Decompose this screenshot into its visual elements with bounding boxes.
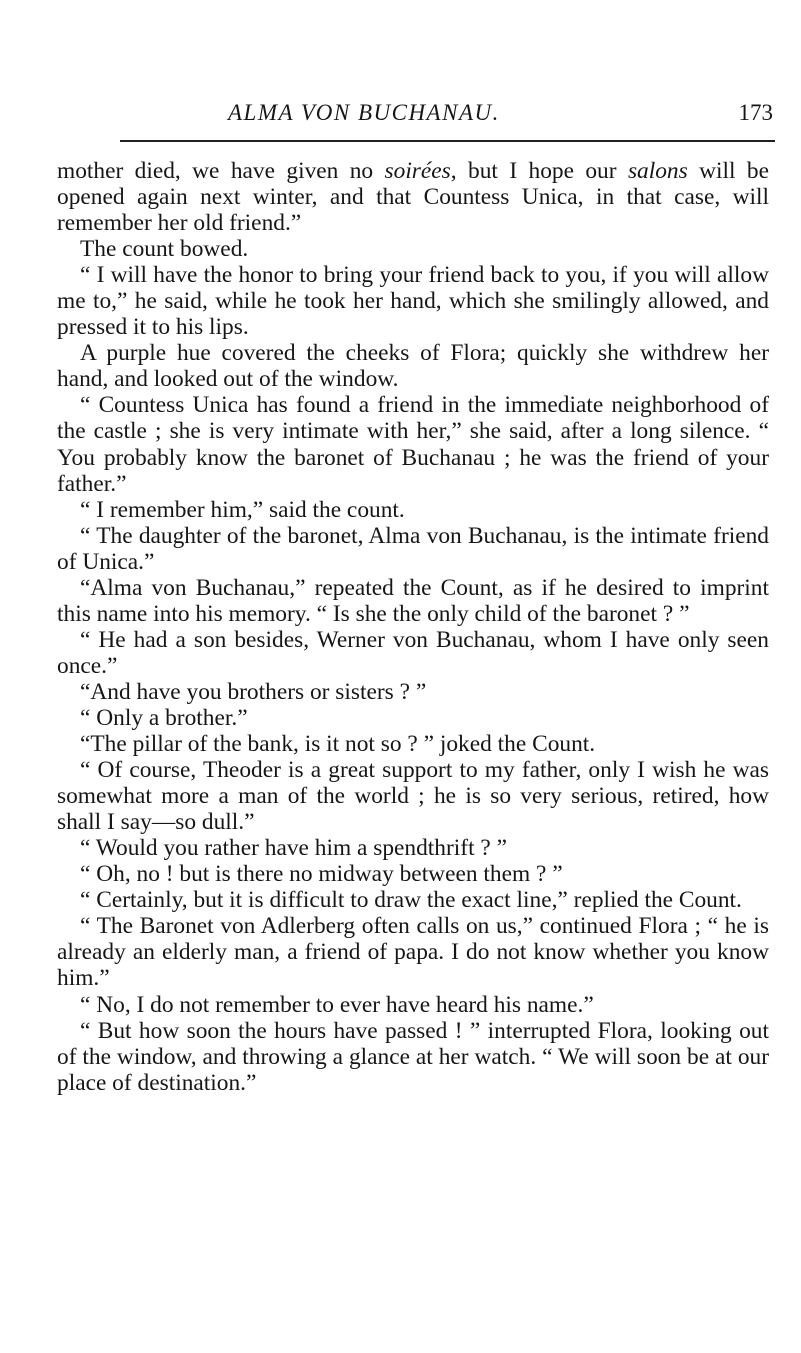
paragraph [57,731,769,757]
paragraph [57,757,769,835]
text-span: “Alma von Buchanau,” repeated the Count, as if he desired to imprint this name into his memory. “ Is she the only child of the baronet ? ” [57,574,769,627]
text-span: “ I will have the honor to bring your friend back to you, if you will allow me to,” he said, while he took her hand, which she smilingly allowed, and pressed it to his lips. [57,262,769,341]
text-span: “ No, I do not remember to ever have heard his name.” [80,991,594,1018]
text-span: “ But how soon the hours have passed ! ” interrupted Flora, looking out of the window, and throwing a glance at her watch. “ We will soon be at our place of destination.” [57,1017,769,1096]
text-span: “ Oh, no ! but is there no midway between them ? ” [80,861,563,888]
text-span: “ Countess Unica has found a friend in the immediate neighborhood of the castle ; she is very intimate with her,” she said, after a long silence. “ You probably know the baronet of Buchanau ; he was the friend of your father.” [57,392,769,497]
paragraph [57,158,769,236]
text-span: “And have you brothers or sisters ? ” [80,678,427,705]
paragraph [57,575,769,627]
paragraph [57,861,769,887]
paragraph [57,262,769,340]
text-span: The count bowed. [80,236,249,263]
paragraph [57,236,769,262]
paragraph [57,835,769,861]
text-span: “ He had a son besides, Werner von Buchanau, whom I have only seen once.” [57,626,769,679]
header-rule [120,140,775,142]
text-span: A purple hue covered the cheeks of Flora; quickly she withdrew her hand, and looked out of the window. [57,340,769,393]
italic-text: salons [627,158,688,184]
paragraph [57,679,769,705]
text-span: “ Only a brother.” [80,704,248,731]
text-span: , but I hope our [450,158,628,184]
text-span: “ I remember him,” said the count. [80,496,405,523]
text-span: “ Certainly, but it is difficult to draw the exact line,” replied the Count. [80,887,742,914]
paragraph [57,887,769,913]
paragraph [57,913,769,991]
paragraph [57,340,769,392]
text-span: “The pillar of the bank, is it not so ? ” joked the Count. [80,731,596,758]
text-span: mother died, we have given no [57,158,385,184]
page-number: 173 [738,100,773,125]
paragraph [57,1018,769,1096]
running-title: ALMA VON BUCHANAU. [228,100,500,125]
paragraph [57,992,769,1018]
paragraph [57,523,769,575]
text-span: “ The Baronet von Adlerberg often calls on us,” continued Flora ; “ he is already an elderly man, a friend of papa. I do not know whether you know him.” [57,913,769,992]
text-span: “ The daughter of the baronet, Alma von Buchanau, is the intimate friend of Unica.” [57,522,769,575]
text-span: “ Of course, Theoder is a great support to my father, only I wish he was somewhat more a man of the world ; he is so very serious, retired, how shall I say—so dull.” [57,757,769,836]
body-text [57,158,769,1096]
text-span: will be opened again next winter, and that Countess Unica, in that case, will remember her old friend.” [57,158,769,237]
paragraph [57,497,769,523]
italic-text: soirées [384,158,451,184]
paragraph [57,392,769,496]
text-span: “ Would you rather have him a spendthrift ? ” [80,835,508,862]
page-header [120,100,775,140]
paragraph [57,705,769,731]
paragraph [57,627,769,679]
